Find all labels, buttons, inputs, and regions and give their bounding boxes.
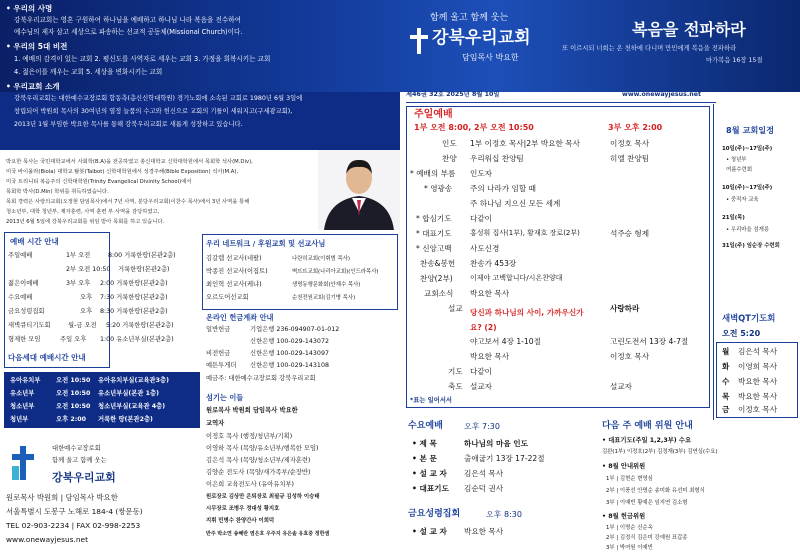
wed-label: • 본 문 — [412, 454, 437, 463]
order-detail: 설교자 — [470, 382, 493, 391]
server-line: • 대표기도(주일 1,2,3부) 수요 — [602, 437, 692, 444]
order-label: 교회소식 — [424, 289, 454, 298]
servants-title: 섬기는 이들 — [206, 393, 244, 402]
intro-title: • 우리교회 소개 — [6, 82, 60, 91]
next-gen-dept: 유소년부 — [10, 390, 35, 397]
schedule-item: 21일(목) — [722, 215, 745, 221]
vision-line: 4. 젊은이를 깨우는 교회 5. 세상을 변화시키는 교회 — [14, 68, 163, 76]
servant-line: 이은희 교육전도사 (유아유치부) — [206, 481, 294, 488]
order-detail: 홍성휘 집사(1부), 황재호 장로(2부) — [470, 229, 580, 237]
contact-line: 서울특별시 도봉구 노해로 184-4 (쌍문동) — [6, 507, 143, 516]
qt-day: 금 — [722, 405, 730, 414]
order-label: 인도 — [442, 139, 457, 148]
sunday-service-box — [406, 106, 710, 408]
sunday-sub-left: 1부 오전 8:00, 2부 오전 10:50 — [414, 123, 534, 132]
time-row-where: 7:30 거룩한땅(본관2층) — [100, 294, 168, 301]
server-line: 1부 | 이명순 신순옥 — [606, 525, 653, 531]
pastor-line: 담임목사 박요한 — [462, 53, 519, 62]
contact-line: TEL 02-903-2234 | FAX 02-998-2253 — [6, 521, 141, 530]
offering-type: 일반헌금 — [206, 326, 231, 333]
next-gen-time: 오전 10:50 — [56, 377, 91, 384]
server-line: 2부 | 김정식 김은미 강예원 표갑종 — [606, 535, 688, 541]
contact-line: 원로목사 박원희 | 담임목사 박요한 — [6, 493, 118, 502]
wed-value: 출애굽기 13장 17-22절 — [464, 454, 545, 463]
order-label: * 신앙고백 — [416, 244, 452, 253]
server-line: 3부 | 이예빈 황예은 임지연 김소형 — [606, 500, 688, 506]
contact-website: www.onewayjesus.net — [6, 535, 88, 544]
network-missionary: 오르도어선교회 — [206, 294, 249, 301]
mission-title: • 우리의 사명 — [6, 4, 53, 13]
order-detail: 다같이 — [470, 214, 493, 223]
sermon-text-3: 고린도전서 13장 4-7절 — [610, 337, 689, 346]
pastor-bio-line: 박요한 목사는 국민대학교에서 사회학(B.A)을 전공하였고 총신대학교 신학대학원에서 목회학 석사(M.Div), — [6, 159, 253, 165]
time-row-label: 새벽큐티기도회 — [8, 322, 51, 329]
schedule-item: 10일(주)~17일(주) — [722, 185, 773, 191]
next-gen-dept: 유아유치부 — [10, 377, 41, 384]
wednesday-title: 수요예배 — [408, 421, 443, 431]
fri-value: 박요한 목사 — [464, 527, 504, 536]
contact-motto: 함께 울고 함께 웃는 — [52, 457, 107, 464]
qt-leader: 김은석 목사 — [738, 347, 778, 356]
right-edge-line — [713, 104, 714, 420]
servant-line: 원로목사 박원희 담임목사 박요한 — [206, 407, 298, 414]
qt-leader: 이정호 목사 — [738, 405, 778, 414]
order-detail: 사도신경 — [470, 244, 500, 253]
time-row-where: 5:20 거룩한땅(본관2층) — [106, 322, 174, 329]
pastor-bio-line: 목회 경력은 사랑의교회(오정현 담임목사)에서 7년 사역, 분당우리교회(이찬수 목사)에서 3년 사역을 통해 — [6, 199, 250, 205]
next-gen-room: 유아유치부실(교육관3층) — [98, 377, 169, 384]
schedule-title: 8월 교회일정 — [726, 125, 775, 135]
qt-day: 수 — [722, 377, 730, 386]
offering-account: 신한은행 100-029-143072 — [250, 338, 329, 345]
time-row-when: 주일 오후 — [60, 336, 87, 343]
verse-text: 또 이르시되 너희는 온 천하에 다니며 만민에게 복음을 전파하라 — [562, 45, 737, 52]
time-row-label: 젊은이예배 — [8, 280, 39, 287]
friday-time: 오후 8:30 — [486, 510, 522, 519]
network-missionary: 최인혁 선교사(케냐) — [206, 281, 262, 288]
fri-label: • 설 교 자 — [412, 527, 447, 536]
wed-value: 김은석 목사 — [464, 469, 504, 478]
qt-day: 월 — [722, 347, 730, 356]
schedule-item: • 청년부 — [726, 157, 747, 163]
schedule-item: 10일(주)~17일(주) — [722, 146, 773, 152]
pastor-bio-line: 2013년 6월 5일에 강북우리교회를 위임 받아 목회를 하고 있습니다. — [6, 219, 165, 225]
intro-line: 강북우리교회는 대한예수교장로회 합동측(총신신학대학원) 경기노회에 소속된 교회로 1980년 6월 3일에 — [14, 95, 303, 102]
schedule-item: 31일(주) 임순장 수련회 — [722, 243, 780, 249]
vision-line: 1. 예배의 감격이 있는 교회 2. 평신도를 사역자로 세우는 교회 3. 가정을 회복시키는 교회 — [14, 55, 271, 63]
order-label: * 예배의 부름 — [410, 169, 456, 178]
next-gen-time: 오전 10:50 — [56, 390, 91, 397]
qt-day: 목 — [722, 392, 730, 401]
friday-title: 금요성령집회 — [408, 509, 461, 519]
server-line: 2부 | 이풍선 안명순 송미화 유선미 최형식 — [606, 488, 705, 494]
offering-account: 신한은행 100-029-143108 — [250, 362, 329, 369]
church-motto: 함께 울고 함께 웃는 — [430, 13, 509, 23]
time-row-when: 오후 — [80, 294, 93, 301]
pastor-bio-line: 청소년부, 대학 청년부, 제자훈련, 사역 훈련 부 사역을 감당하였고, — [6, 209, 160, 215]
time-row-when: 월-금 오전 — [68, 322, 97, 329]
offering-title: 온라인 헌금계좌 안내 — [206, 313, 274, 322]
order-label: 찬양 — [442, 154, 457, 163]
order-label: * 합심기도 — [416, 214, 452, 223]
next-gen-time: 오전 10:50 — [56, 403, 91, 410]
next-gen-dept: 청소년부 — [10, 403, 35, 410]
preacher: 박요한 목사 — [470, 352, 510, 361]
intro-line: 창립되어 박원희 목사의 30여년의 열정 늘품의 수고와 헌신으로 교회의 기틀이 세워지고(구세광교회), — [14, 108, 293, 115]
order-detail: 주 하나님 지으신 모든 세계 — [470, 199, 561, 208]
time-row-when: 3부 오후 — [66, 280, 91, 287]
next-gen-room: 거룩한 땅(본관2층) — [98, 416, 153, 423]
time-row-where: 거룩한땅(본관2층) — [118, 266, 170, 273]
mission-line: 강북우리교회는 영혼 구원하여 하나님을 예배하고 하나님 나라 복음을 전수하여 — [14, 16, 241, 24]
standing-note: *표는 일어서서 — [410, 397, 452, 404]
servant-line: 반주 박소연 송혜란 염은호 우주지 유은솔 유효중 정한샘 — [206, 531, 330, 537]
time-row-when: 1부 오전 — [66, 252, 91, 259]
qt-leader: 이영희 목사 — [738, 362, 778, 371]
order-label: 축도 — [448, 382, 463, 391]
order-detail-3: 석주승 형제 — [610, 229, 650, 238]
next-gen-time: 오후 2:00 — [56, 416, 87, 423]
servant-line: 지휘 민병수 찬양간사 이희덕 — [206, 518, 275, 524]
pastor-bio-line: 목회학 박사(D.Min) 학위를 취득하였습니다. — [6, 189, 109, 195]
offering-type: 예튼투게더 — [206, 362, 237, 369]
bulletin-issue: 제46권 32호 2025년 8월 10일 — [406, 91, 500, 98]
verse-ref: 마가복음 16장 15절 — [706, 57, 763, 64]
order-detail-3: 히엘 찬양팀 — [610, 154, 650, 163]
offering-type: 비전헌금 — [206, 350, 231, 357]
wed-label: • 제 목 — [412, 439, 437, 448]
network-church: 순천전원교회(김기병 목사) — [292, 295, 356, 301]
time-row-label: 주일예배 — [8, 252, 33, 259]
offering-account: 기업은행 236-094907-01-012 — [250, 326, 340, 333]
mission-line: 예수님의 제자 삼고 세상으로 파송하는 선교적 공동체(Missional Church)이다. — [14, 28, 243, 36]
church-name: 강북우리교회 — [432, 28, 531, 48]
order-detail: 1부 이정호 목사|2부 박요한 목사 — [470, 139, 580, 148]
schedule-item: 여름수련회 — [726, 167, 753, 173]
contact-church-name: 강북우리교회 — [52, 471, 116, 484]
network-title: 우리 네트워크 / 후원교회 및 선교사님 — [206, 239, 326, 248]
servant-line: 김은석 목사 (목양/청소년부/제자훈련) — [206, 457, 311, 464]
wed-value: 하나님의 마음 인도 — [464, 439, 528, 448]
church-logo-cross-icon — [12, 446, 34, 480]
time-row-when: 오후 — [80, 308, 93, 315]
order-detail: 주의 나라가 임할 때 — [470, 184, 536, 193]
preacher-3: 이정호 목사 — [610, 352, 650, 361]
bulletin-website: www.onewayjesus.net — [622, 91, 702, 98]
servant-line: 이정호 목사 (행정/청년부/기획) — [206, 433, 293, 440]
order-label: * 대표기도 — [416, 229, 452, 238]
server-line: 1부 | 김현순 변영심 — [606, 476, 653, 482]
time-row-where: 2:00 거룩한땅(본관2층) — [100, 280, 168, 287]
qt-title: 새벽QT기도회 — [722, 313, 776, 323]
sermon-title-3: 사랑하라 — [610, 304, 640, 313]
order-detail: 이제야 고백합니다/시온찬양대 — [470, 274, 563, 282]
server-line: 3부 | 박여원 이예빈 — [606, 545, 653, 551]
worship-times-title: 예배 시간 안내 — [10, 237, 59, 246]
order-detail: 찬송가 453장 — [470, 259, 517, 268]
wed-label: • 설 교 자 — [412, 469, 447, 478]
server-line: • 8월 헌금위원 — [602, 513, 646, 520]
servant-line: 시무장로 조병우 정대성 황지호 — [206, 506, 280, 512]
church-logo-cross-icon — [410, 28, 428, 54]
servant-line: 이영하 목사 (목양/유소년부/행복한 모임) — [206, 445, 319, 452]
order-label: 기도 — [448, 367, 463, 376]
time-row-label: 형제한 모임 — [8, 336, 41, 343]
intro-line: 2013년 1월 부임한 박요한 목사를 통해 강북우리교회로 새롭게 성장하고 있습니다. — [14, 121, 243, 128]
schedule-item: • 중직자 교육 — [726, 197, 759, 203]
server-line: 김완(1부) 이정호(2부) 김정재(3부) 김연실(수요) — [602, 449, 718, 455]
time-row-label: 금요성령집회 — [8, 308, 45, 315]
qt-leader: 박요한 목사 — [738, 392, 778, 401]
order-label: 찬양(2부) — [420, 274, 453, 283]
order-detail: 박요한 목사 — [470, 289, 510, 298]
pastor-photo — [318, 150, 400, 230]
servant-line: 원로장로 김상만 은퇴장로 최필규 김성하 이승태 — [206, 494, 320, 500]
next-gen-dept: 청년부 — [10, 416, 29, 423]
qt-time: 오전 5:20 — [722, 329, 761, 338]
order-label: 설교 — [448, 304, 463, 313]
servant-line: 김양순 전도사 (목양/새가족부/순장반) — [206, 469, 311, 476]
order-detail-3: 설교자 — [610, 382, 633, 391]
pastor-bio-line: 미국 바이올라(Biola) 대학교 탈봇(Talbot) 신학대학원에서 성경주해(Bible Exposition) 석사(M.A), — [6, 169, 239, 175]
vision-title: • 우리의 5대 비전 — [6, 42, 68, 51]
order-detail: 인도자 — [470, 169, 493, 178]
network-missionary: 박종진 선교사(이집트) — [206, 268, 268, 275]
qt-day: 화 — [722, 362, 730, 371]
time-row-where: 8:30 거룩한땅(본관2층) — [100, 308, 168, 315]
network-church: 생명동행문화회(안재수 목사) — [292, 282, 361, 288]
contact-denomination: 대한예수교장로회 — [52, 445, 101, 452]
next-gen-title: 다음세대 예배시간 안내 — [8, 353, 86, 362]
wed-label: • 대표기도 — [412, 484, 449, 493]
wednesday-time: 오후 7:30 — [464, 422, 500, 431]
time-row-where: 8:00 거룩한땅(본관2층) — [108, 252, 176, 259]
next-servers-title: 다음 주 예배 위원 안내 — [602, 421, 693, 431]
network-missionary: 김갈렙 선교사(네팔) — [206, 255, 262, 262]
sermon-title: 당신과 하나님의 사이, 가까우신가요? (2) — [470, 308, 584, 332]
pastor-bio-line: 미국 트리니티 복음주의 신학대학원(Trinity Evangelical Divinity School)에서 — [6, 179, 192, 185]
main-title: 복음을 전파하라 — [632, 20, 746, 39]
order-detail: 우리워십 찬양팀 — [470, 154, 524, 163]
wed-value: 김순덕 권사 — [464, 484, 504, 493]
servant-line: 교역자 — [206, 420, 225, 427]
order-detail: 다같이 — [470, 367, 493, 376]
qt-leader: 박요한 목사 — [738, 377, 778, 386]
order-label: * 영광송 — [424, 184, 453, 193]
sunday-title: 주일예배 — [414, 109, 453, 120]
time-row-label: 수요예배 — [8, 294, 33, 301]
sunday-sub-right: 3부 오후 2:00 — [608, 123, 663, 132]
time-row-where: 1:00 유소년부실(본관2층) — [100, 336, 174, 343]
order-label: 찬송&봉헌 — [420, 259, 456, 268]
offering-account: 신한은행 100-029-143097 — [250, 350, 329, 357]
schedule-item: • 우리마을 섬게릉 — [726, 227, 770, 233]
order-detail-3: 이정호 목사 — [610, 139, 650, 148]
next-gen-room: 유소년부실(본관 1층) — [98, 390, 159, 397]
network-church: 나란히교회(이휘범 목사) — [292, 256, 350, 262]
network-church: 벽뜨뜨교회(나리아교회)(인드라목사) — [292, 269, 379, 275]
server-line: • 8월 안내위원 — [602, 463, 646, 470]
sermon-text: 야고보서 4장 1-10절 — [470, 337, 541, 346]
offering-holder: 예금주: 대한예수교장로회 강북우리교회 — [206, 375, 316, 382]
next-gen-room: 청소년부실(교육관 4층) — [98, 403, 166, 410]
divider — [406, 102, 716, 103]
time-row-when: 2부 오전 10:50 — [66, 266, 111, 273]
